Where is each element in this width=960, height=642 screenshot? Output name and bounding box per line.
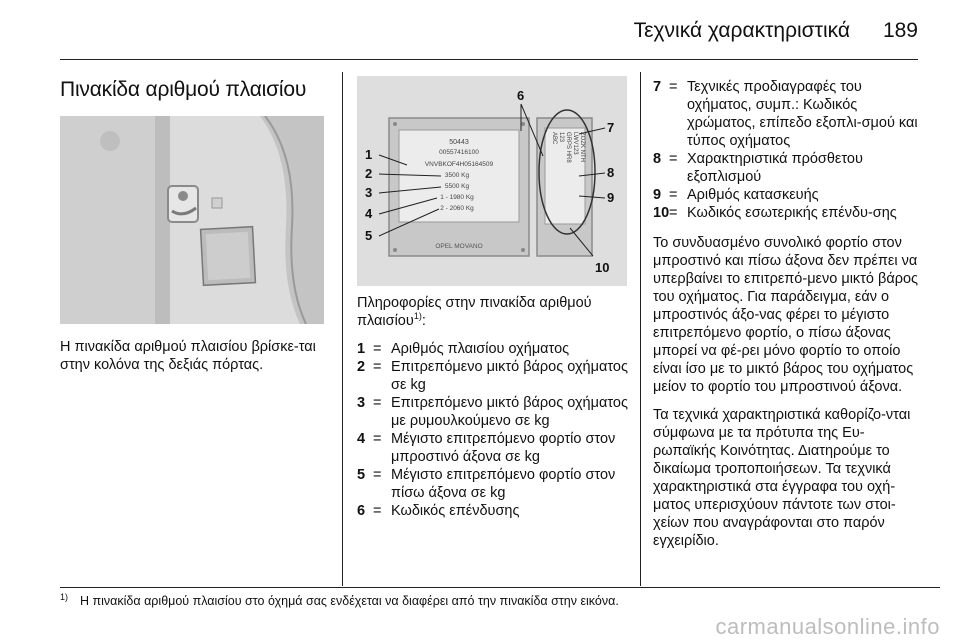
footnote-ref: 1) xyxy=(413,311,422,322)
legend-text: Μέγιστο επιτρεπόμενο φορτίο στον μπροστινό άξονα σε kg xyxy=(391,431,616,465)
page-number: 189 xyxy=(882,19,918,42)
legend-number: 9 xyxy=(653,187,662,203)
callout-number: 4 xyxy=(365,206,373,221)
legend-intro xyxy=(357,294,629,330)
callout-number: 8 xyxy=(607,165,615,180)
legend-number: 10 xyxy=(653,205,670,221)
plate-line: 00557416100 xyxy=(439,149,479,156)
legend-item: 9 = Αριθμός κατασκευής xyxy=(653,186,925,204)
legend-text: Τεχνικές προδιαγραφές του οχήματος, συμπ.: Κωδικός χρώματος, επίπεδο εξοπλι-σμού και τύπος οχήματος xyxy=(687,79,918,149)
legend-intro-text: Πληροφορίες στην πινακίδα αριθμού πλαισίου xyxy=(357,295,592,329)
plate-brand: OPEL MOVANO xyxy=(435,243,483,250)
legend-item: 2 = Επιτρεπόμενο μικτό βάρος οχήματος σε kg xyxy=(357,359,628,393)
specifications-paragraph: Τα τεχνικά χαρακτηριστικά καθορίζο-νται σύμφωνα με τα πρότυπα της Ευ-ρωπαϊκής Κοινότητας. Διατηρούμε το δικαίωμα τροποποιήσεων. Τα τεχνικά χαρακτηριστικά στα έγγραφα του οχή-ματος υπερισχύουν πάντοτε των στοι-χείων που αναγράφονται στο παρόν εγχειρίδιο. xyxy=(653,407,911,549)
page-header xyxy=(0,0,960,60)
legend-number: 7 xyxy=(653,79,662,95)
side-label-line: LWV123 xyxy=(572,132,578,155)
legend-number: 8 xyxy=(653,151,662,167)
legend-text: Κωδικός επένδυσης xyxy=(391,503,520,519)
legend-number: 1 xyxy=(357,341,366,357)
right-column xyxy=(653,78,925,560)
plate-line: 3500 Kg xyxy=(444,172,470,179)
plate-line: 50443 xyxy=(449,139,469,146)
legend-text: Κωδικός εσωτερικής επένδυ-σης xyxy=(687,205,897,221)
legend-text: Αριθμός κατασκευής xyxy=(687,187,819,203)
legend-text: Επιτρεπόμενο μικτό βάρος οχήματος με ρυμουλκούμενο σε kg xyxy=(391,395,628,429)
header-rule xyxy=(60,59,918,60)
side-label-line: 123 xyxy=(558,132,564,143)
footnote-mark: 1) xyxy=(60,592,69,602)
legend-list-1-6 xyxy=(357,340,629,520)
side-label-line: ZOZK NTH xyxy=(579,132,585,162)
legend-text: Αριθμός πλαισίου οχήματος xyxy=(391,341,570,357)
plate-location-text: Η πινακίδα αριθμού πλαισίου βρίσκε-ται στην κολόνα της δεξιάς πόρτας. xyxy=(60,339,316,373)
callout-number: 10 xyxy=(595,260,610,275)
chassis-plate-diagram xyxy=(357,76,627,286)
legend-item: 8 = Χαρακτηριστικά πρόσθετου εξοπλισμού xyxy=(653,150,925,186)
legend-item: 3 = Επιτρεπόμενο μικτό βάρος οχήματος με ρυμουλκούμενο σε kg xyxy=(357,395,628,429)
legend-text: Επιτρεπόμενο μικτό βάρος οχήματος σε kg xyxy=(391,359,628,393)
plate-line: 1 - 1980 Kg xyxy=(440,194,474,201)
legend-item: 10 = Κωδικός εσωτερικής επένδυ-σης xyxy=(653,204,925,222)
legend-number: 3 xyxy=(357,395,366,411)
legend-text: Μέγιστο επιτρεπόμενο φορτίο στον πίσω άξονα σε kg xyxy=(391,467,616,501)
door-pillar-photo xyxy=(60,116,324,324)
legend-item: 4 = Μέγιστο επιτρεπόμενο φορτίο στον μπροστινό άξονα σε kg xyxy=(357,430,629,466)
legend-item: 1 = Αριθμός πλαισίου οχήματος xyxy=(357,340,629,358)
plate-line: 5500 Kg xyxy=(444,183,470,190)
left-column xyxy=(60,78,330,384)
plate-line: VNVBKOF4H05164509 xyxy=(424,161,494,168)
section-title: Πινακίδα αριθμού πλαισίου xyxy=(60,78,307,101)
callout-number: 2 xyxy=(365,166,373,181)
legend-number: 6 xyxy=(357,503,366,519)
legend-item: 6 = Κωδικός επένδυσης xyxy=(357,502,629,520)
legend-item: 7 = Τεχνικές προδιαγραφές του οχήματος, συμπ.: Κωδικός χρώματος, επίπεδο εξοπλι-σμού και τύπος οχήματος xyxy=(653,78,925,150)
callout-number: 9 xyxy=(607,190,615,205)
legend-number: 4 xyxy=(357,431,366,447)
callout-number: 7 xyxy=(607,120,615,135)
legend-list-7-10 xyxy=(653,78,925,222)
legend-number: 5 xyxy=(357,467,366,483)
legend-number: 2 xyxy=(357,359,366,375)
running-title: Τεχνικά χαρακτηριστικά xyxy=(633,19,850,42)
side-label-line: GRPS HR8 xyxy=(565,132,571,163)
column-divider-right xyxy=(640,72,641,586)
footnote-rule xyxy=(60,587,940,588)
legend-item: 5 = Μέγιστο επιτρεπόμενο φορτίο στον πίσω άξονα σε kg xyxy=(357,466,629,502)
legend-text: Χαρακτηριστικά πρόσθετου εξοπλισμού xyxy=(687,151,863,185)
watermark: carmanualsonline.info xyxy=(715,614,940,639)
axle-load-paragraph: Το συνδυασμένο συνολικό φορτίο στον μπροστινό και πίσω άξονα δεν πρέπει να υπερβαίνει το επιτρεπό-μενο μικτό βάρος του οχήματος. Για παράδειγμα, εάν ο μπροστινός άξο-νας φέρει το μέγιστο επιτρεπόμενο φορτίο, ο πίσω άξονας μπορεί να φέ-ρει μόνο φορτίο το οποίο είναι ίσο με το μικτό βάρος του οχήματος μείον το φορτίο του μπροστινού άξονα. xyxy=(653,235,919,395)
plate-line: 2 - 2060 Kg xyxy=(440,205,474,212)
side-label-line: ABC xyxy=(551,132,557,145)
callout-number: 1 xyxy=(365,147,373,162)
callout-number: 6 xyxy=(517,88,525,103)
footnote-text: Η πινακίδα αριθμού πλαισίου στο όχημά σας ενδέχεται να διαφέρει από την πινακίδα στην εικόνα. xyxy=(80,594,619,609)
callout-number: 3 xyxy=(365,185,373,200)
callout-number: 5 xyxy=(365,228,373,243)
middle-column xyxy=(357,294,629,520)
legend-intro-suffix: : xyxy=(421,313,426,329)
door-pillar-illustration xyxy=(60,116,324,324)
column-divider-left xyxy=(342,72,343,586)
footnote xyxy=(60,592,940,608)
